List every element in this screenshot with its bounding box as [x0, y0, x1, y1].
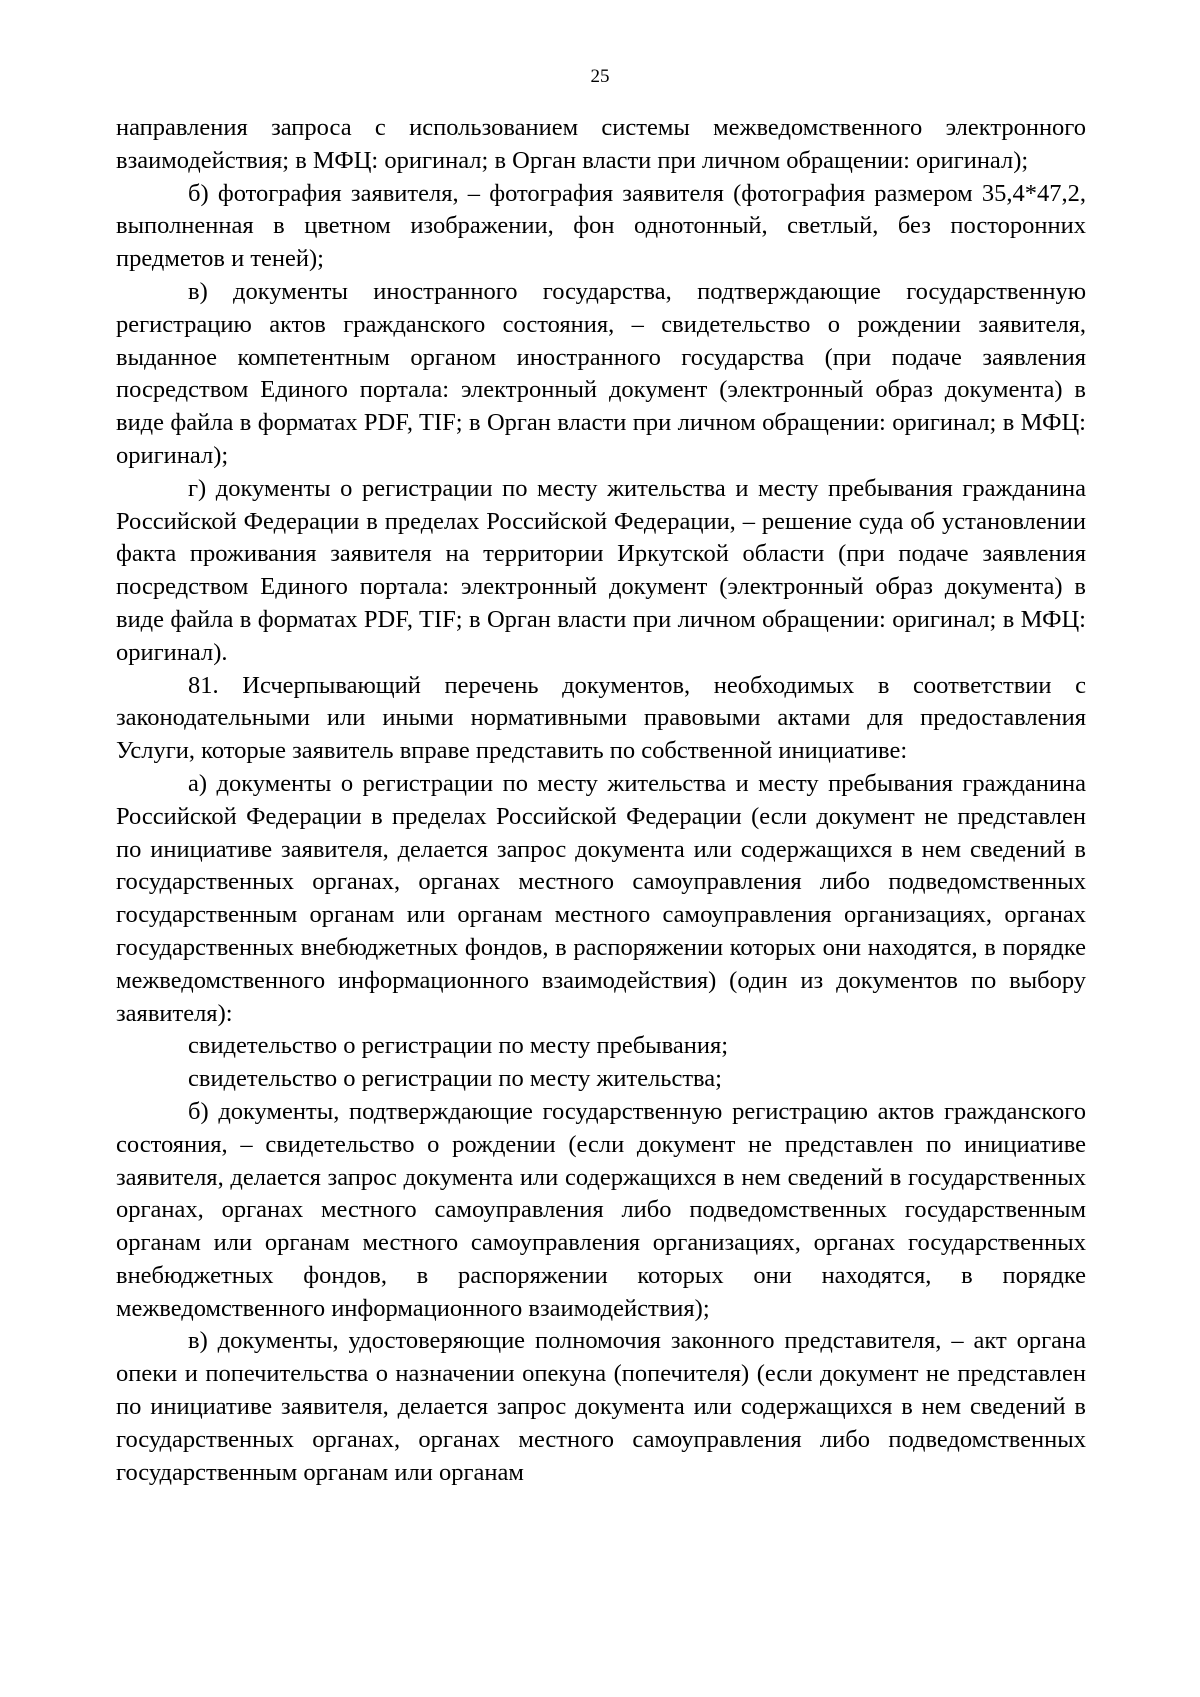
document-body — [116, 112, 1086, 1489]
paragraph-item-b-birth-certificate: б) документы, подтверждающие государственную регистрацию актов гражданского состояния, – свидетельство о рождении (если документ не представлен по инициативе заявителя, делается запрос документа или содержащихся в нем сведений в государственных органах, органах местного самоуправления либо подведомственных государственным органам или органам местного самоуправления организациях, органах государственных внебюджетных фондов, в распоряжении которых они находятся, в порядке межведомственного информационного взаимодействия); — [116, 1097, 1086, 1322]
paragraph-continuation: направления запроса с использованием системы межведомственного электронного взаимодействия; в МФЦ: оригинал; в Орган власти при личном обращении: оригинал); — [116, 114, 1086, 174]
paragraph-81-document-list: 81. Исчерпывающий перечень документов, необходимых в соответствии с законодательными или иными нормативными правовыми актами для предоставления Услуги, которые заявитель вправе представить по собственной инициативе: — [116, 671, 1086, 765]
paragraph-item-v-foreign-documents: в) документы иностранного государства, подтверждающие государственную регистрацию актов гражданского состояния, – свидетельство о рождении заявителя, выданное компетентным органом иностранного государства (при подаче заявления посредством Единого портала: электронный документ (электронный образ документа) в виде файла в форматах PDF, TIF; в Орган власти при личном обращении: оригинал; в МФЦ: оригинал); — [116, 277, 1086, 469]
list-item-permanent-registration: свидетельство о регистрации по месту жительства; — [188, 1065, 722, 1093]
paragraph-item-g-registration-court-decision: г) документы о регистрации по месту жительства и месту пребывания гражданина Российской Федерации в пределах Российской Федерации, – решение суда об установлении факта проживания заявителя на территории Иркутской области (при подаче заявления посредством Единого портала: электронный документ (электронный образ документа) в виде файла в форматах PDF, TIF; в Орган власти при личном обращении: оригинал; в МФЦ: оригинал). — [116, 474, 1086, 666]
paragraph-item-v-representative-authority: в) документы, удостоверяющие полномочия законного представителя, – акт органа опеки и попечительства о назначении опекуна (попечителя) (если документ не представлен по инициативе заявителя, делается запрос документа или содержащихся в нем сведений в государственных органах, органах местного самоуправления либо подведомственных государственным органам или органам — [116, 1327, 1086, 1486]
paragraph-item-a-registration-documents: а) документы о регистрации по месту жительства и месту пребывания гражданина Российской Федерации в пределах Российской Федерации (если документ не представлен по инициативе заявителя, делается запрос документа или содержащихся в нем сведений в государственных органах, органах местного самоуправления либо подведомственных государственным органам или органам местного самоуправления организациях, органах государственных внебюджетных фондов, в распоряжении которых они находятся, в порядке межведомственного информационного взаимодействия) (один из документов по выбору заявителя): — [116, 769, 1086, 1027]
paragraph-item-b-photo: б) фотография заявителя, – фотография заявителя (фотография размером 35,4*47,2, выполненная в цветном изображении, фон однотонный, светлый, без посторонних предметов и теней); — [116, 179, 1086, 273]
page-number: 25 — [590, 66, 610, 87]
list-item-temporary-registration: свидетельство о регистрации по месту пребывания; — [188, 1032, 729, 1060]
